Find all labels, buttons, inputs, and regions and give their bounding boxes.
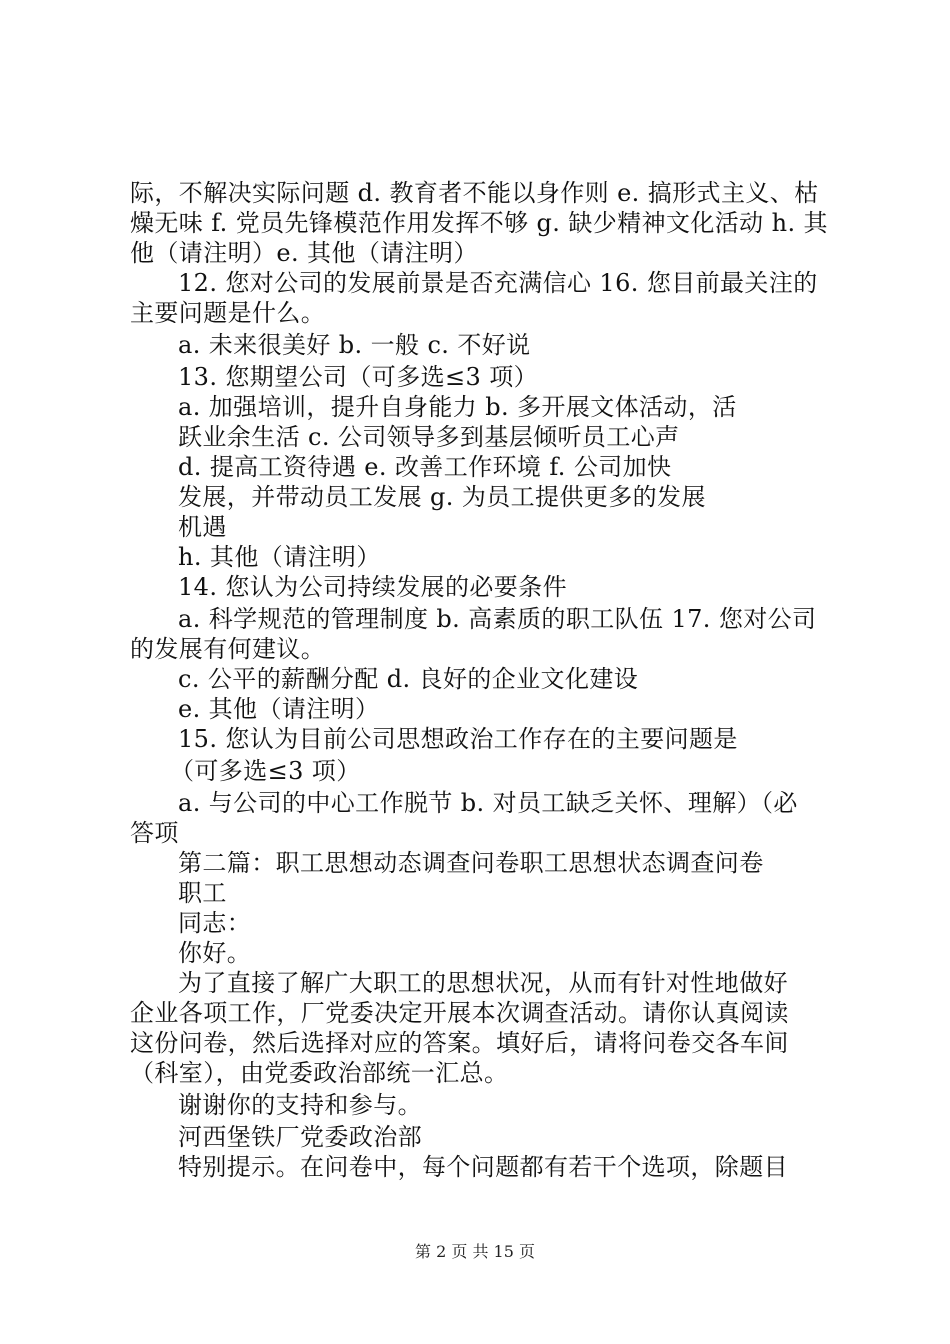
text-line: 职工 (178, 879, 227, 907)
text-line: （科室），由党委政治部统一汇总。 (130, 1059, 509, 1087)
text-line: 13. 您期望公司（可多选≤3 项） (178, 363, 539, 391)
text-line: 河西堡铁厂党委政治部 (178, 1123, 422, 1151)
text-line: a. 未来很美好 b. 一般 c. 不好说 (178, 331, 531, 359)
text-line: 第二篇：职工思想动态调查问卷职工思想状态调查问卷 (178, 849, 764, 877)
text-line: （可多选≤3 项） (170, 757, 361, 785)
text-line: d. 提高工资待遇 e. 改善工作环境 f. 公司加快 (178, 453, 672, 481)
text-line: 机遇 (178, 513, 227, 541)
text-line: 跃业余生活 c. 公司领导多到基层倾听员工心声 (178, 423, 680, 451)
text-line: 同志： (178, 909, 252, 937)
text-line: 谢谢你的支持和参与。 (178, 1091, 422, 1119)
text-line: 14. 您认为公司持续发展的必要条件 (178, 573, 567, 601)
text-line: 际，不解决实际问题 d. 教育者不能以身作则 e. 搞形式主义、枯 (130, 179, 819, 207)
text-line: 你好。 (178, 939, 252, 967)
text-line: 发展，并带动员工发展 g. 为员工提供更多的发展 (178, 483, 706, 511)
text-line: 燥无味 f. 党员先锋模范作用发挥不够 g. 缺少精神文化活动 h. 其 (130, 209, 828, 237)
text-line: c. 公平的薪酬分配 d. 良好的企业文化建设 (178, 665, 639, 693)
text-line: a. 科学规范的管理制度 b. 高素质的职工队伍 17. 您对公司 (178, 605, 817, 633)
text-line: 12. 您对公司的发展前景是否充满信心 16. 您目前最关注的 (178, 269, 818, 297)
text-line: 他（请注明）e. 其他（请注明） (130, 239, 478, 267)
text-line: 主要问题是什么。 (130, 299, 326, 327)
text-line: h. 其他（请注明） (178, 543, 381, 571)
text-line: 15. 您认为目前公司思想政治工作存在的主要问题是 (178, 725, 738, 753)
text-line: 答项 (130, 819, 179, 847)
text-line: a. 加强培训，提升自身能力 b. 多开展文体活动，活 (178, 393, 737, 421)
text-line: 特别提示。在问卷中，每个问题都有若干个选项，除题目 (178, 1153, 788, 1181)
text-line: 企业各项工作，厂党委决定开展本次调查活动。请你认真阅读 (130, 999, 789, 1027)
text-line: 的发展有何建议。 (130, 635, 326, 663)
text-line: e. 其他（请注明） (178, 695, 380, 723)
text-line: 为了直接了解广大职工的思想状况，从而有针对性地做好 (178, 969, 788, 997)
text-line: a. 与公司的中心工作脱节 b. 对员工缺乏关怀、理解）（必 (178, 789, 798, 817)
text-line: 这份问卷，然后选择对应的答案。填好后，请将问卷交各车间 (130, 1029, 789, 1057)
page-footer: 第 2 页 共 15 页 (415, 1242, 535, 1261)
